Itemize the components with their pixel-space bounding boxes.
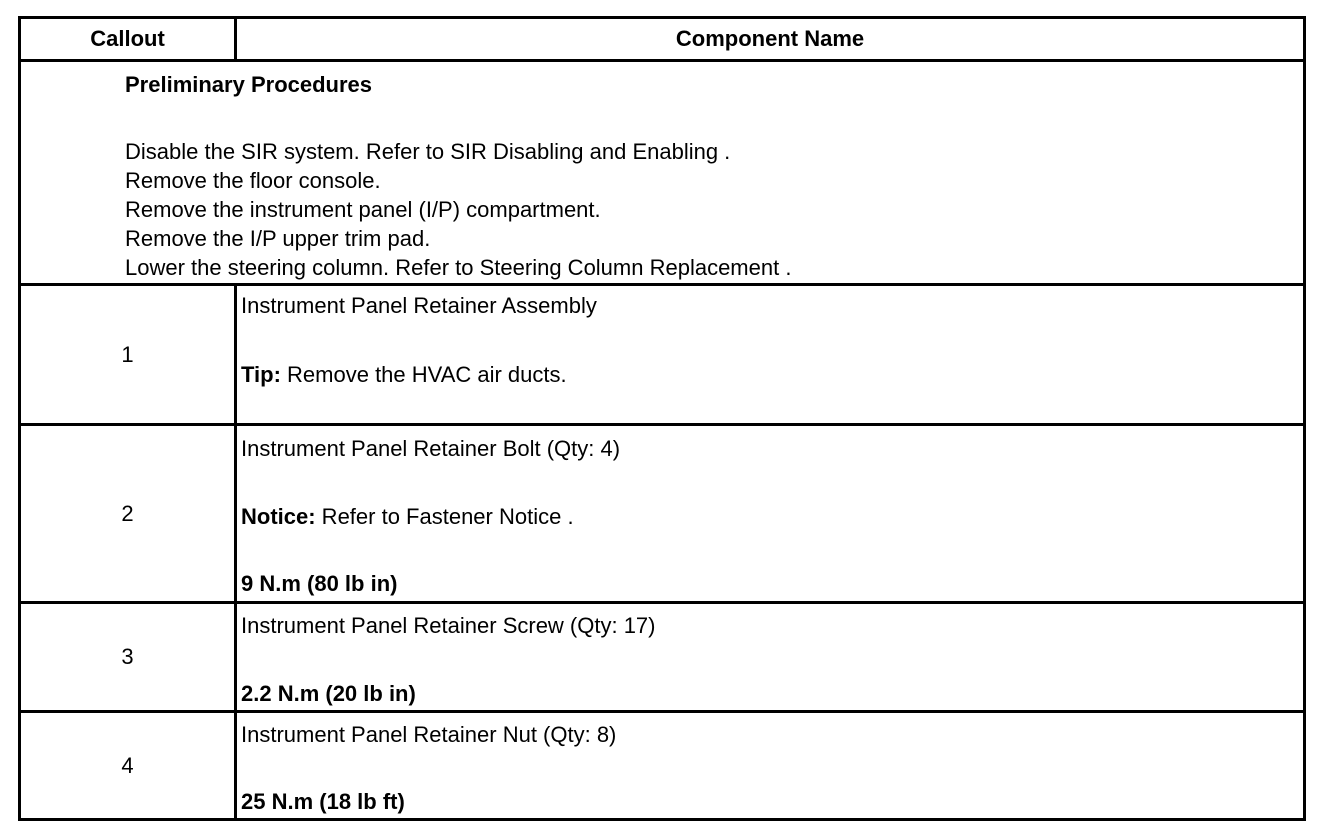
note-label: Notice:	[241, 504, 316, 529]
torque-spec: 2.2 N.m (20 lb in)	[241, 681, 416, 706]
callout-number: 4	[121, 752, 134, 778]
preliminary-step: Remove the instrument panel (I/P) compartment.	[125, 197, 601, 222]
note-text: Remove the HVAC air ducts.	[280, 362, 567, 387]
column-divider	[234, 283, 237, 818]
callout-number: 3	[121, 644, 134, 669]
column-header-component-name: Component Name	[675, 26, 865, 51]
preliminary-step: Remove the floor console.	[125, 168, 381, 193]
column-divider	[234, 19, 237, 59]
procedure-table	[18, 16, 1306, 821]
callout-number: 2	[121, 500, 134, 526]
component-note	[241, 362, 567, 388]
note-label: Tip:	[241, 362, 281, 387]
component-note	[241, 504, 574, 530]
preliminary-step: Lower the steering column. Refer to Steering Column Replacement .	[125, 255, 792, 280]
preliminary-step: Disable the SIR system. Refer to SIR Disabling and Enabling .	[125, 139, 731, 164]
preliminary-steps	[125, 137, 791, 282]
torque-spec: 25 N.m (18 lb ft)	[241, 789, 405, 814]
component-name: Instrument Panel Retainer Bolt (Qty: 4)	[241, 436, 621, 461]
component-name: Instrument Panel Retainer Screw (Qty: 17)	[241, 613, 656, 638]
component-name: Instrument Panel Retainer Nut (Qty: 8)	[241, 722, 617, 747]
column-header-callout: Callout	[90, 26, 165, 51]
component-name: Instrument Panel Retainer Assembly	[241, 293, 597, 318]
preliminary-step: Remove the I/P upper trim pad.	[125, 226, 431, 251]
row-divider	[21, 59, 1303, 62]
callout-number: 1	[121, 341, 134, 367]
preliminary-title: Preliminary Procedures	[125, 72, 373, 97]
note-text: Refer to Fastener Notice .	[315, 504, 574, 529]
torque-spec: 9 N.m (80 lb in)	[241, 571, 398, 596]
